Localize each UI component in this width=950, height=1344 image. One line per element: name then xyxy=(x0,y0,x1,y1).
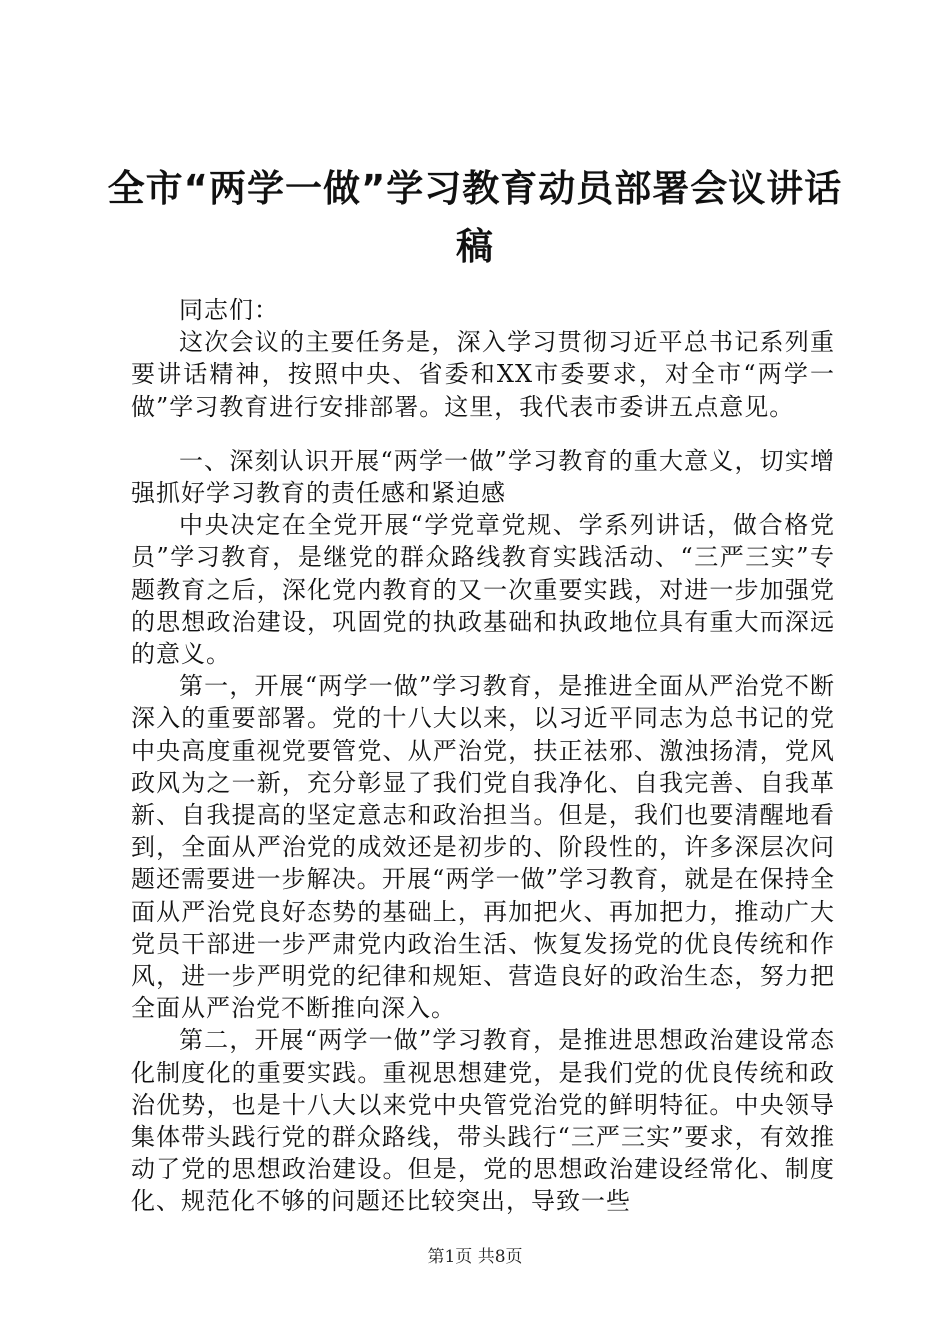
page-number-footer: 第1页 共8页 xyxy=(427,1247,523,1267)
paragraph: 第一，开展“两学一做”学习教育，是推进全面从严治党不断深入的重要部署。党的十八大以来，以习近平同志为总书记的党中央高度重视党要管党、从严治党，扶正祛邪、激浊扬清，党风政风为之一新，充分彰显了我们党自我净化、自我完善、自我革新、自我提高的坚定意志和政治担当。但是，我们也要清醒地看到，全面从严治党的成效还是初步的、阶段性的，许多深层次问题还需要进一步解决。开展“两学一做”学习教育，就是在保持全面从严治党良好态势的基础上，再加把火、再加把力，推动广大党员干部进一步严肃党内政治生活、恢复发扬党的优良传统和作风，进一步严明党的纪律和规矩、营造良好的政治生态，努力把全面从严治党不断推向深入。 xyxy=(131,672,835,1023)
salutation: 同志们： xyxy=(179,296,279,324)
paragraph-intro: 这次会议的主要任务是，深入学习贯彻习近平总书记系列重要讲话精神，按照中央、省委和XX市委要求，对全市“两学一做”学习教育进行安排部署。这里，我代表市委讲五点意见。 xyxy=(131,328,835,421)
document-body xyxy=(131,294,835,1218)
paragraph: 中央决定在全党开展“学党章党规、学系列讲话，做合格党员”学习教育，是继党的群众路线教育实践活动、“三严三实”专题教育之后，深化党内教育的又一次重要实践，对进一步加强党的思想政治建设，巩固党的执政基础和执政地位具有重大而深远的意义。 xyxy=(131,511,835,669)
document-title: 全市“两学一做”学习教育动员部署会议讲话稿 xyxy=(107,167,843,268)
paragraph: 第二，开展“两学一做”学习教育，是推进思想政治建设常态化制度化的重要实践。重视思想建党，是我们党的优良传统和政治优势，也是十八大以来党中央管党治党的鲜明特征。中央领导集体带头践行党的群众路线，带头践行“三严三实”要求，有效推动了党的思想政治建设。但是，党的思想政治建设经常化、制度化、规范化不够的问题还比较突出，导致一些 xyxy=(131,1026,835,1216)
section-heading-1: 一、深刻认识开展“两学一做”学习教育的重大意义，切实增强抓好学习教育的责任感和紧迫感 xyxy=(131,446,835,508)
